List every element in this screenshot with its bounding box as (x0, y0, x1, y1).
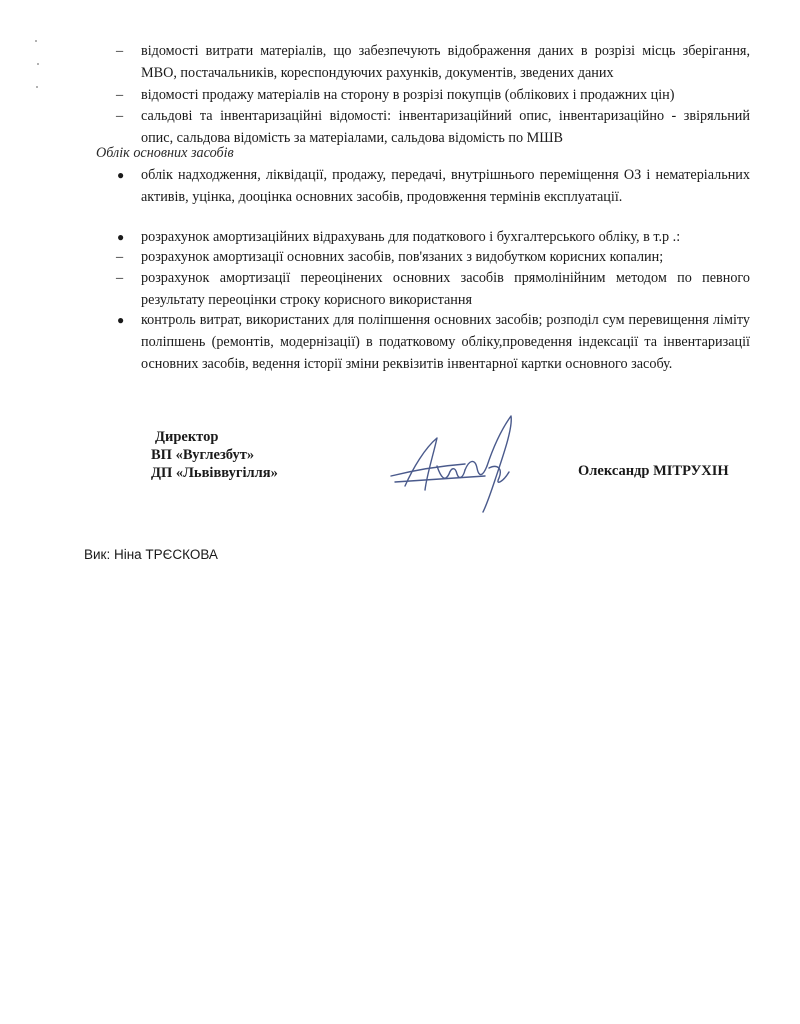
list-item-text: розрахунок амортизаційних відрахувань для податкового і бухгалтерського обліку, в т.р .: (141, 229, 681, 245)
list-item (114, 164, 750, 208)
bullet-marker: ● (117, 168, 125, 182)
list-item (114, 105, 750, 149)
dash-marker: – (116, 249, 124, 265)
signer-name: Олександр МІТРУХІН (578, 463, 729, 479)
list-item-text: облік надходження, ліквідації, продажу, передачі, внутрішнього переміщення ОЗ і нематеріальних активів, уцінка, дооцінка основних засобів, продовження термінів експлуатації. (141, 167, 750, 205)
list-item (114, 309, 750, 375)
scan-speck (36, 86, 38, 88)
signatory-title-block (151, 428, 278, 482)
list-item-text: сальдові та інвентаризаційні відомості: інвентаризаційний опис, інвентаризаційно - звіряльний опис, сальдова відомість за матеріалами, сальдова відомість по МШВ (141, 108, 750, 146)
list-item-text: розрахунок амортизації переоцінених основних засобів прямолінійним методом по певного результату переоцінки строку корисного використання (141, 270, 750, 308)
dash-marker: – (116, 87, 124, 103)
signatory-position: Директор (155, 429, 219, 445)
list-item (114, 246, 750, 268)
scan-speck (35, 40, 37, 42)
dash-marker: – (116, 270, 124, 286)
list-item (114, 84, 750, 106)
list-item-text: відомості продажу матеріалів на сторону в розрізі покупців (облікових і продажних цін) (141, 87, 675, 103)
scan-speck (37, 63, 39, 65)
dash-marker: – (116, 43, 124, 59)
list-item (114, 267, 750, 311)
signatory-organization: ДП «Львіввугілля» (151, 465, 278, 481)
list-item (114, 40, 750, 84)
bullet-marker: ● (117, 313, 125, 327)
executor-line: Вик: Ніна ТРЄСКОВА (84, 547, 218, 562)
list-item-text: відомості витрати матеріалів, що забезпечують відображення даних в розрізі місць зберігання, МВО, постачальників, кореспондуючих рахунків, документів, зведених даних (141, 43, 750, 81)
signatory-division: ВП «Вуглезбут» (151, 447, 255, 463)
list-item-text: розрахунок амортизації основних засобів, пов'язаних з видобутком корисних копалин; (141, 249, 664, 265)
handwritten-signature (385, 408, 545, 518)
bullet-marker: ● (117, 230, 125, 244)
section-title: Облік основних засобів (96, 145, 234, 161)
list-item-text: контроль витрат, використаних для поліпшення основних засобів; розподіл сум перевищення ліміту поліпшень (ремонтів, модернізації) в податковому обліку,проведення індексації та інвентаризації основних засобів, ведення історії зміни реквізитів інвентарної картки основного засобу. (141, 312, 750, 372)
dash-marker: – (116, 108, 124, 124)
list-item (114, 226, 750, 248)
